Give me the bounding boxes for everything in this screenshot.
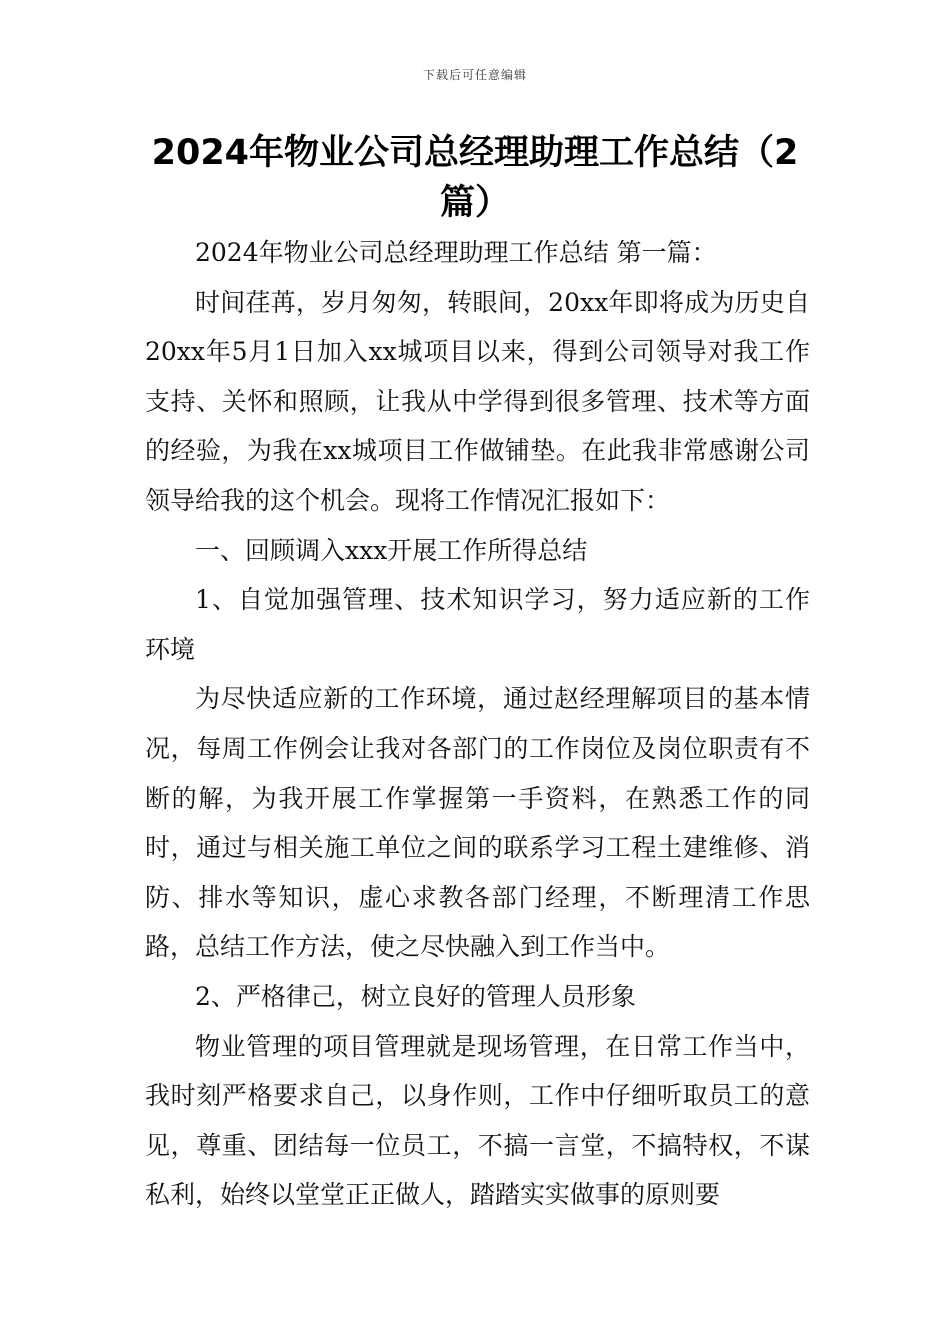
subheading-2: 2、严格律己，树立良好的管理人员形象 bbox=[195, 981, 636, 1011]
document-body bbox=[145, 228, 810, 1220]
header-note: 下载后可任意编辑 bbox=[422, 68, 527, 82]
subheading-1: 1、自觉加强管理、技术知识学习，努力适应新的工作环境 bbox=[145, 585, 810, 664]
paragraph-adapt: 为尽快适应新的工作环境，通过赵经理解项目的基本情况，每周工作例会让我对各部门的工作岗位及岗位职责有不断的解，为我开展工作掌握第一手资料，在熟悉工作的同时，通过与相关施工单位之间的联系学习工程土建维修、消防、排水等知识，虚心求教各部门经理，不断理清工作思路，总结工作方法，使之尽快融入到工作当中。 bbox=[145, 684, 810, 962]
paragraph-intro: 时间荏苒，岁月匆匆，转眼间，20xx年即将成为历史自20xx年5月1日加入xx城项目以来，得到公司领导对我工作支持、关怀和照顾，让我从中学得到很多管理、技术等方面的经验，为我在xx城项目工作做铺垫。在此我非常感谢公司领导给我的这个机会。现将工作情况汇报如下： bbox=[145, 287, 810, 515]
section-heading-first: 2024年物业公司总经理助理工作总结 第一篇： bbox=[195, 238, 717, 267]
paragraph-discipline: 物业管理的项目管理就是现场管理，在日常工作当中，我时刻严格要求自己，以身作则，工作中仔细听取员工的意见，尊重、团结每一位员工，不搞一言堂，不搞特权，不谋私利，始终以堂堂正正做人，踏踏实实做事的原则要 bbox=[145, 1031, 810, 1210]
document-title: 2024年物业公司总经理助理工作总结（2篇） bbox=[151, 133, 799, 223]
section-heading-review: 一、回顾调入xxx开展工作所得总结 bbox=[195, 535, 588, 565]
